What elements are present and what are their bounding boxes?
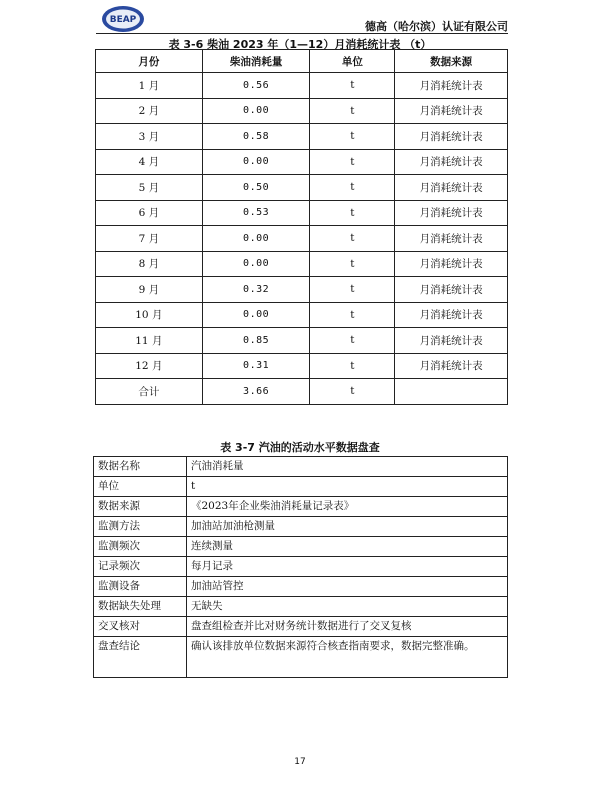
table-row [96, 73, 508, 99]
source-cell: 月消耗统计表 [395, 353, 508, 379]
field-value: 盘查组检查并比对财务统计数据进行了交叉复核 [187, 617, 508, 637]
field-label: 监测频次 [94, 537, 187, 557]
column-header: 数据来源 [395, 50, 508, 73]
unit-cell: t [310, 328, 395, 354]
month-cell: 9 月 [96, 277, 203, 303]
value-cell: 0.00 [202, 251, 310, 277]
unit-cell: t [310, 98, 395, 124]
field-value: 《2023年企业柴油消耗量记录表》 [187, 497, 508, 517]
table-row [94, 597, 508, 617]
value-cell: 0.53 [202, 200, 310, 226]
field-label: 记录频次 [94, 557, 187, 577]
source-cell: 月消耗统计表 [395, 73, 508, 99]
gasoline-activity-table [93, 456, 508, 678]
table-row [94, 557, 508, 577]
table-row [96, 277, 508, 303]
field-value: 加油站管控 [187, 577, 508, 597]
source-cell: 月消耗统计表 [395, 124, 508, 150]
table-row [94, 537, 508, 557]
table-row [96, 98, 508, 124]
month-cell: 3 月 [96, 124, 203, 150]
table-row [94, 477, 508, 497]
month-cell: 7 月 [96, 226, 203, 252]
month-cell: 6 月 [96, 200, 203, 226]
field-label: 交叉核对 [94, 617, 187, 637]
unit-cell: t [310, 226, 395, 252]
logo-text: BEAP [109, 15, 137, 25]
table-row [94, 497, 508, 517]
source-cell: 月消耗统计表 [395, 175, 508, 201]
table2-caption: 表 3-7 汽油的活动水平数据盘查 [220, 441, 380, 454]
field-label: 数据来源 [94, 497, 187, 517]
source-cell: 月消耗统计表 [395, 149, 508, 175]
month-cell: 8 月 [96, 251, 203, 277]
diesel-consumption-table [95, 49, 508, 405]
column-header: 月份 [96, 50, 203, 73]
unit-cell: t [310, 73, 395, 99]
source-cell [395, 379, 508, 405]
value-cell: 0.00 [202, 226, 310, 252]
company-name: 德高（哈尔滨）认证有限公司 [365, 20, 508, 33]
source-cell: 月消耗统计表 [395, 302, 508, 328]
field-value: 无缺失 [187, 597, 508, 617]
month-cell: 1 月 [96, 73, 203, 99]
table1-caption: 表 3-6 柴油 2023 年（1—12）月消耗统计表 （t） [168, 38, 432, 51]
table-row [96, 149, 508, 175]
company-logo [100, 4, 146, 34]
unit-cell: t [310, 251, 395, 277]
source-cell: 月消耗统计表 [395, 251, 508, 277]
table-header-row [96, 50, 508, 73]
field-label: 监测方法 [94, 517, 187, 537]
value-cell: 0.00 [202, 149, 310, 175]
header-rule [96, 33, 508, 34]
unit-cell: t [310, 175, 395, 201]
month-cell: 12 月 [96, 353, 203, 379]
table-row [96, 200, 508, 226]
table-row [94, 457, 508, 477]
value-cell: 0.32 [202, 277, 310, 303]
field-value: 汽油消耗量 [187, 457, 508, 477]
source-cell: 月消耗统计表 [395, 226, 508, 252]
source-cell: 月消耗统计表 [395, 200, 508, 226]
value-cell: 0.31 [202, 353, 310, 379]
field-value: 每月记录 [187, 557, 508, 577]
table-row [96, 251, 508, 277]
unit-cell: t [310, 277, 395, 303]
table-row [94, 617, 508, 637]
table-row [96, 302, 508, 328]
unit-cell: t [310, 200, 395, 226]
unit-cell: t [310, 124, 395, 150]
value-cell: 0.00 [202, 302, 310, 328]
column-header: 柴油消耗量 [202, 50, 310, 73]
value-cell: 0.50 [202, 175, 310, 201]
field-label: 监测设备 [94, 577, 187, 597]
table-row [96, 124, 508, 150]
table-row [96, 328, 508, 354]
table-row [94, 517, 508, 537]
table-row [96, 353, 508, 379]
field-label: 数据名称 [94, 457, 187, 477]
total-row [96, 379, 508, 405]
value-cell: 0.00 [202, 98, 310, 124]
field-label: 单位 [94, 477, 187, 497]
field-value: t [187, 477, 508, 497]
table-row [94, 637, 508, 678]
unit-cell: t [310, 149, 395, 175]
field-label: 数据缺失处理 [94, 597, 187, 617]
value-cell: 0.56 [202, 73, 310, 99]
table-row [94, 577, 508, 597]
value-cell: 0.85 [202, 328, 310, 354]
field-value: 加油站加油枪测量 [187, 517, 508, 537]
month-cell: 5 月 [96, 175, 203, 201]
unit-cell: t [310, 379, 395, 405]
field-label: 盘查结论 [94, 637, 187, 678]
month-cell: 4 月 [96, 149, 203, 175]
total-value-cell: 3.66 [202, 379, 310, 405]
source-cell: 月消耗统计表 [395, 98, 508, 124]
month-cell: 10 月 [96, 302, 203, 328]
column-header: 单位 [310, 50, 395, 73]
field-value: 连续测量 [187, 537, 508, 557]
table-row [96, 226, 508, 252]
page-number: 17 [294, 757, 306, 767]
unit-cell: t [310, 302, 395, 328]
month-cell: 11 月 [96, 328, 203, 354]
unit-cell: t [310, 353, 395, 379]
source-cell: 月消耗统计表 [395, 328, 508, 354]
source-cell: 月消耗统计表 [395, 277, 508, 303]
value-cell: 0.58 [202, 124, 310, 150]
field-value: 确认该排放单位数据来源符合核查指南要求，数据完整准确。 [187, 637, 508, 678]
month-cell: 2 月 [96, 98, 203, 124]
total-label-cell: 合计 [96, 379, 203, 405]
table-row [96, 175, 508, 201]
